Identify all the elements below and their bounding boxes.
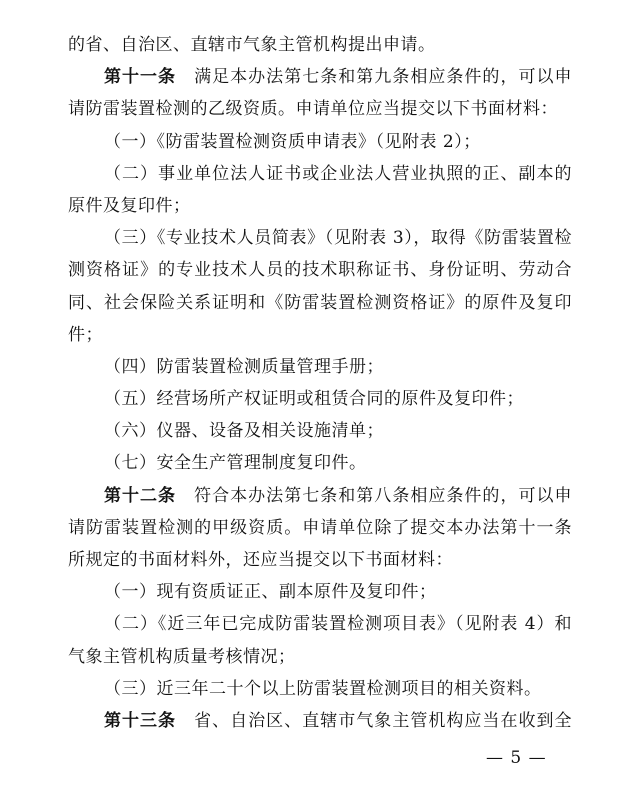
text-line: [68, 158, 572, 190]
paragraph: [68, 126, 572, 158]
text-line: [68, 61, 572, 93]
paragraph: [68, 447, 572, 479]
article-number: 第十一条: [104, 67, 177, 88]
text-line: [68, 544, 572, 576]
text-line: [68, 190, 572, 222]
article-paragraph: [68, 480, 572, 577]
line-text: 满足本办法第七条和第九条相应条件的，可以申: [194, 67, 573, 88]
article-paragraph: [68, 61, 572, 125]
paragraph: [68, 383, 572, 415]
line-text: （二）《近三年已完成防雷装置检测项目表》（见附表 4）和: [104, 614, 572, 635]
text-line: [68, 351, 572, 383]
document-body: [68, 29, 572, 737]
line-text: （六）仪器、设备及相关设施清单；: [104, 421, 384, 442]
text-line: [68, 608, 572, 640]
paragraph: [68, 673, 572, 705]
line-text: （三）《专业技术人员简表》（见附表 3），取得《防雷装置检: [104, 228, 572, 249]
line-text: 所规定的书面材料外，还应当提交以下书面材料：: [68, 550, 453, 570]
text-line: [68, 641, 572, 673]
paragraph: [68, 158, 572, 222]
text-line: [68, 254, 572, 286]
text-line: [68, 93, 572, 125]
line-text: （一）现有资质证正、副本原件及复印件；: [104, 582, 437, 603]
line-text: 的省、自治区、直辖市气象主管机构提出申请。: [68, 35, 436, 55]
line-text: 气象主管机构质量考核情况；: [68, 646, 296, 667]
text-line: [68, 126, 572, 158]
paragraph: [68, 351, 572, 383]
text-line: [68, 673, 572, 705]
line-text: 符合本办法第七条和第八条相应条件的，可以申: [194, 485, 573, 506]
text-line: [68, 447, 572, 479]
line-text: （五）经营场所产权证明或租赁合同的原件及复印件；: [104, 389, 524, 410]
line-text: 测资格证》的专业技术人员的技术职称证书、身份证明、劳动合: [68, 260, 572, 281]
line-text: 件；: [68, 324, 103, 345]
text-line: [68, 705, 572, 737]
paragraph: [68, 608, 572, 672]
paragraph: [68, 222, 572, 351]
text-line: [68, 319, 572, 351]
line-text: 同、社会保险关系证明和《防雷装置检测资格证》的原件及复印: [68, 292, 572, 313]
text-line: [68, 512, 572, 544]
paragraph: [68, 576, 572, 608]
text-line: [68, 287, 572, 319]
line-text: 请防雷装置检测的乙级资质。申请单位应当提交以下书面材料：: [68, 99, 558, 120]
text-line: [68, 480, 572, 512]
paragraph: [68, 415, 572, 447]
page-number: — 5 —: [486, 748, 547, 768]
paragraph: [68, 29, 572, 61]
line-text: （二）事业单位法人证书或企业法人营业执照的正、副本的: [104, 163, 572, 184]
text-line: [68, 222, 572, 254]
article-paragraph: [68, 705, 572, 737]
article-number: 第十三条: [104, 710, 177, 731]
line-text: （三）近三年二十个以上防雷装置检测项目的相关资料。: [104, 678, 542, 699]
text-line: [68, 576, 572, 608]
article-number: 第十二条: [104, 485, 177, 506]
text-line: [68, 29, 572, 61]
line-text: 原件及复印件；: [68, 195, 191, 216]
text-line: [68, 415, 572, 447]
line-text: 省、自治区、直辖市气象主管机构应当在收到全: [194, 710, 573, 731]
line-text: （七）安全生产管理制度复印件。: [104, 453, 367, 474]
line-text: （四）防雷装置检测质量管理手册；: [104, 356, 384, 377]
line-text: 请防雷装置检测的甲级资质。申请单位除了提交本办法第十一条: [68, 517, 572, 538]
text-line: [68, 383, 572, 415]
line-text: （一）《防雷装置检测资质申请表》（见附表 2）；: [104, 131, 481, 152]
